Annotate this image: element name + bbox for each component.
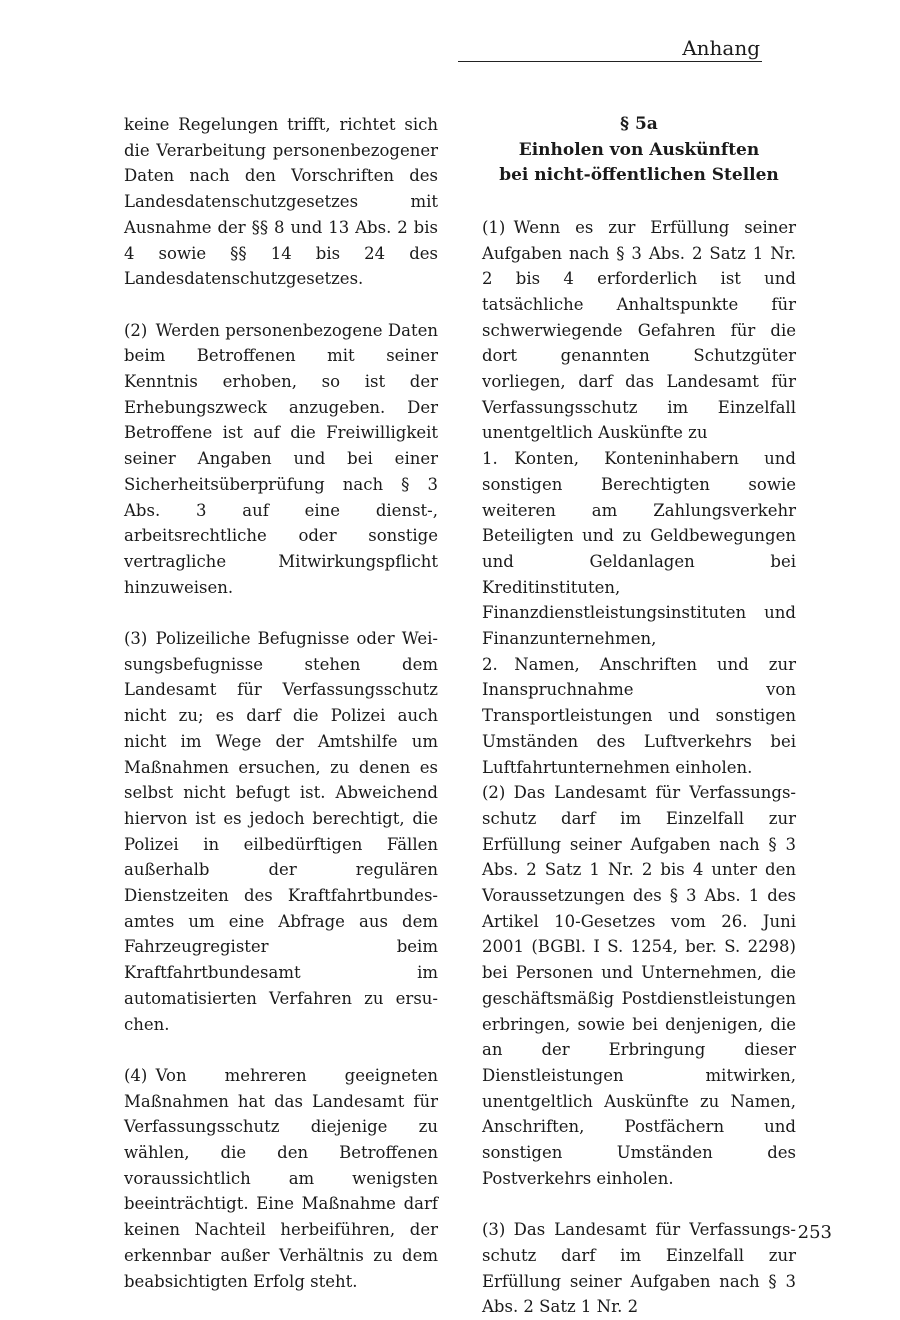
paragraph-continuation: keine Regelungen trifft, richtet sich die Verarbeitung personenbezogener Daten nach den Vorschriften des Landesdatenschutzgesetzes mit Ausnahme der §§ 8 und 13 Abs. 2 bis 4 sowie §§ 14 bis 24 des Landesdatenschutzgesetzes. [124, 115, 438, 289]
paragraph-gap [482, 1192, 796, 1218]
paragraph-2: (2) Das Landesamt für Verfassungsschutz darf im Einzelfall zur Erfüllung seiner Aufgaben nach § 3 Abs. 2 Satz 1 Nr. 2 bis 4 unter den Voraussetzungen des § 3 Abs. 1 des Artikel 10-Gesetzes vom 26. Juni 2001 (BGBl. I S. 1254, ber. S. 2298) bei Personen und Unternehmen, die geschäftsmäßig Postdienstleistungen erbringen, sowie bei denjenigen, die an der Erbringung dieser Dienstleistungen mitwirken, unentgeltlich Auskünfte zu Namen, Anschriften, Postfächern und sonstigen Umständen des Postverkehrs einholen. [482, 783, 796, 1188]
running-header: Anhang [682, 36, 760, 60]
paragraph-2: (2) Werden personenbezogene Daten beim Betroffenen mit seiner Kenntnis erhoben, so ist der Erhebungszweck anzugeben. Der Betroffene ist auf die Freiwilligkeit seiner Angaben und bei einer Sicherheitsüberprüfung nach § 3 Abs. 3 auf eine dienst-, arbeitsrechtliche oder sonstige vertragliche Mitwirkungspflicht hinzuweisen. [124, 320, 438, 597]
paragraph-3: (3) Das Landesamt für Verfassungsschutz darf im Einzelfall zur Erfüllung seiner Aufgaben nach § 3 Abs. 2 Satz 1 Nr. 2 [482, 1220, 796, 1317]
page-number: 253 [797, 1222, 832, 1243]
section-title-line-2: bei nicht-öffentlichen Stellen [499, 165, 779, 186]
paragraph-4: (4) Von mehreren geeigneten Maßnahmen hat das Landesamt für Verfassungsschutz diejenige zu wählen, die den Betroffenen voraussichtlich am wenigsten beeinträchtigt. Eine Maßnahme darf keinen Nachteil herbeiführen, der erkennbar außer Verhältnis zu dem beabsichtigten Erfolg steht. [124, 1065, 438, 1291]
header-rule [458, 61, 762, 62]
paragraph-gap [482, 189, 796, 215]
list-item-2: 2. Namen, Anschriften und zur Inanspruchnahme von Transportleistungen und sonstigen Umständen des Luftverkehrs bei Luftfahrtunternehmen einholen. [482, 654, 796, 777]
section-title-line-1: Einholen von Auskünften [518, 139, 760, 160]
list-item-1: 1. Konten, Konteninhabern und sonstigen Berechtigten sowie weiteren am Zahlungsverkehr Beteiligten und zu Geldbewegungen und Geldanlagen bei Kreditinstituten, Finanzdienstleistungsinstituten und Finanzunternehmen, [482, 449, 796, 649]
paragraph-3: (3) Polizeiliche Befugnisse oder Weisungsbefugnisse stehen dem Landesamt für Verfassungsschutz nicht zu; es darf die Polizei auch nicht im Wege der Amtshilfe um Maßnahmen ersuchen, zu denen es selbst nicht befugt ist. Abweichend hiervon ist es jedoch berechtigt, die Polizei in eilbedürftigen Fällen außerhalb der regulären Dienstzeiten des Kraftfahrtbundesamtes um eine Abfrage aus dem Fahrzeugregister beim Kraftfahrtbundesamt im automatisierten Verfahren zu ersuchen. [124, 629, 438, 1034]
paragraph-gap [124, 1037, 438, 1063]
section-number: § 5a [620, 114, 658, 134]
right-column [482, 112, 796, 1320]
paragraph-gap [124, 292, 438, 318]
paragraph-gap [124, 600, 438, 626]
paragraph-1-intro: (1) Wenn es zur Erfüllung seiner Aufgaben nach § 3 Abs. 2 Satz 1 Nr. 2 bis 4 erforderlich ist und tatsächliche Anhaltspunkte für schwerwiegende Gefahren für die dort genannten Schutzgüter vorliegen, darf das Landesamt für Verfassungsschutz im Einzelfall unentgeltlich Auskünfte zu [482, 217, 796, 443]
left-column [124, 112, 438, 1294]
